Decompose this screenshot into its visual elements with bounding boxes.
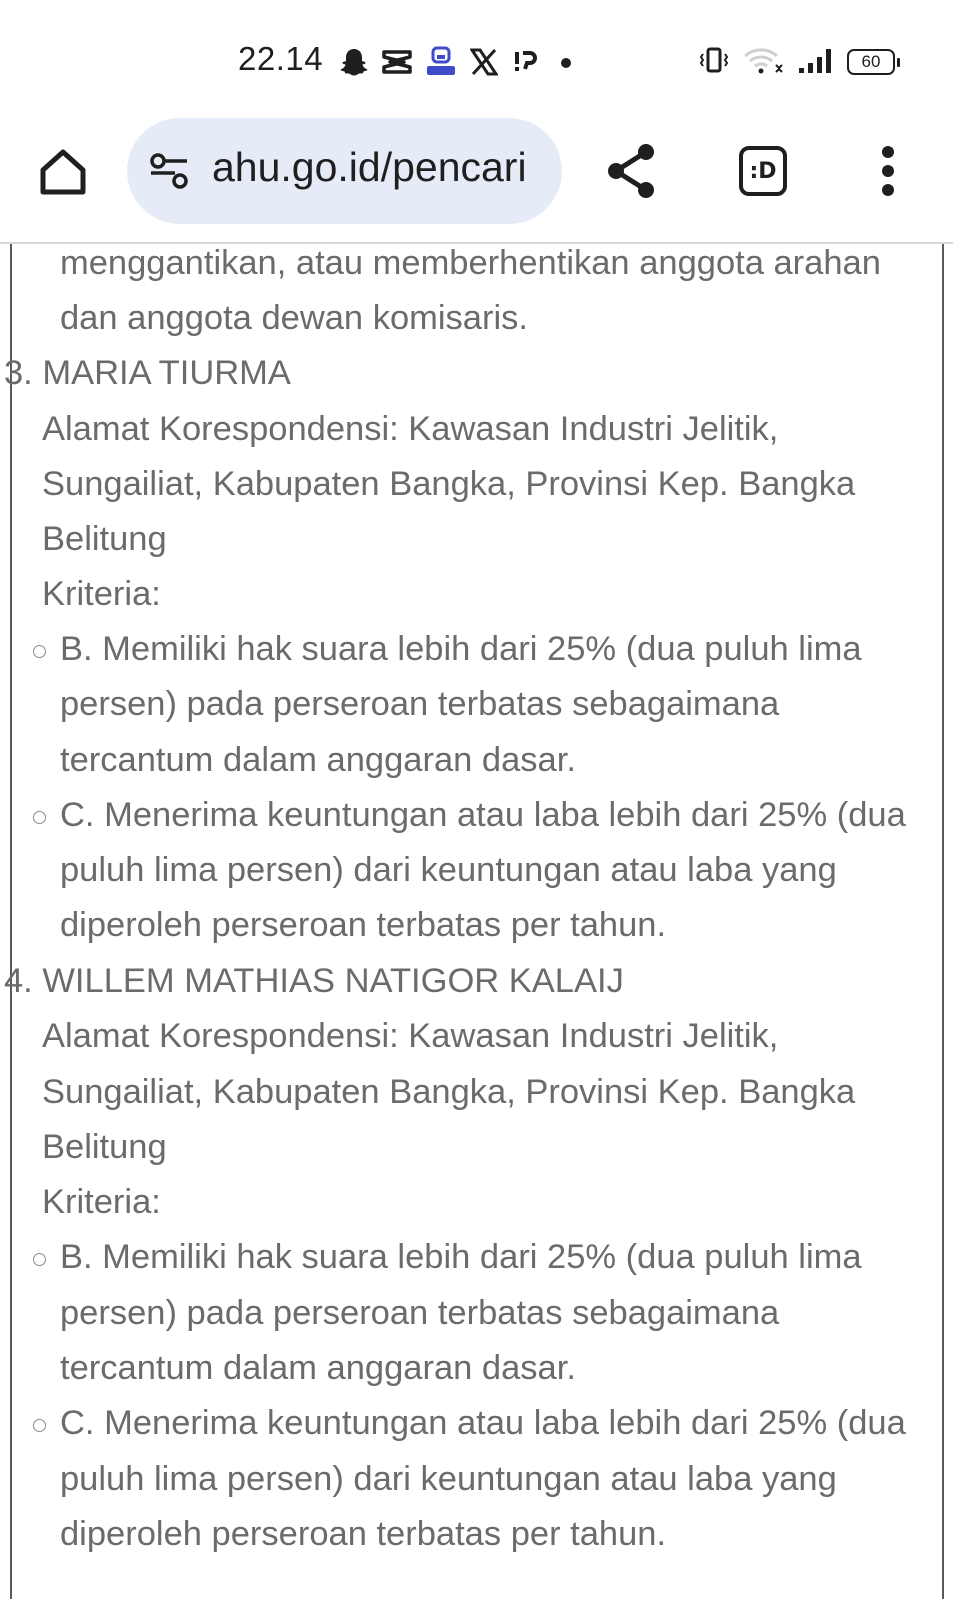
signal-icon — [797, 46, 833, 79]
criteria-item: tercantum dalam anggaran dasar. — [60, 741, 576, 779]
wifi-icon — [743, 45, 783, 80]
home-button[interactable] — [36, 145, 90, 199]
criteria-label: Kriteria: — [42, 575, 161, 613]
criteria-item: C. Menerima keuntungan atau laba lebih dari 25% (dua — [60, 796, 906, 834]
criteria-item: B. Memiliki hak suara lebih dari 25% (dua puluh lima — [60, 1238, 862, 1276]
browser-toolbar — [0, 118, 953, 244]
status-time: 22.14 — [238, 40, 324, 77]
site-settings-icon — [149, 152, 189, 190]
bullet-icon — [33, 1253, 46, 1266]
more-menu-button[interactable] — [872, 142, 904, 200]
x-icon — [470, 48, 498, 76]
bullet-icon — [33, 811, 46, 824]
criteria-item: diperoleh perseroan terbatas per tahun. — [60, 1515, 667, 1553]
intro-text: dan anggota dewan komisaris. — [60, 299, 528, 337]
criteria-item: puluh lima persen) dari keuntungan atau laba yang — [60, 851, 837, 889]
app-icon — [512, 48, 538, 76]
home-icon — [37, 146, 89, 198]
menu-dot-icon — [882, 165, 894, 177]
entry-heading: 3. MARIA TIURMA — [4, 354, 291, 392]
capcut-icon — [382, 49, 412, 75]
address-text: Belitung — [42, 1128, 167, 1166]
criteria-item: tercantum dalam anggaran dasar. — [60, 1349, 576, 1387]
address-bar[interactable] — [127, 118, 562, 224]
criteria-item: B. Memiliki hak suara lebih dari 25% (dua puluh lima — [60, 630, 862, 668]
address-text: Sungailiat, Kabupaten Bangka, Provinsi Kep. Bangka — [42, 1073, 856, 1111]
criteria-item: persen) pada perseroan terbatas sebagaimana — [60, 1294, 780, 1332]
dot-icon — [552, 50, 576, 74]
menu-dot-icon — [882, 146, 894, 158]
criteria-item: diperoleh perseroan terbatas per tahun. — [60, 906, 667, 944]
address-text: Alamat Korespondensi: Kawasan Industri Jelitik, — [42, 1017, 779, 1055]
address-text: Alamat Korespondensi: Kawasan Industri Jelitik, — [42, 410, 779, 448]
intro-text: menggantikan, atau memberhentikan anggota arahan — [60, 244, 881, 282]
criteria-item: C. Menerima keuntungan atau laba lebih dari 25% (dua — [60, 1404, 906, 1442]
page-content — [0, 244, 953, 1599]
site-info-button[interactable] — [149, 152, 189, 190]
share-icon — [604, 142, 660, 200]
notification-icons — [340, 44, 576, 80]
app-badge-icon — [426, 46, 456, 78]
status-bar — [0, 0, 953, 118]
bullet-icon — [33, 1419, 46, 1432]
address-text: Belitung — [42, 520, 167, 558]
vibrate-icon — [699, 46, 729, 79]
snapchat-icon — [340, 47, 368, 77]
address-text: Sungailiat, Kabupaten Bangka, Provinsi Kep. Bangka — [42, 465, 856, 503]
menu-dot-icon — [882, 184, 894, 196]
bullet-icon — [33, 645, 46, 658]
share-button[interactable] — [604, 142, 660, 200]
system-icons — [699, 44, 895, 80]
criteria-item: puluh lima persen) dari keuntungan atau laba yang — [60, 1460, 837, 1498]
criteria-label: Kriteria: — [42, 1183, 161, 1221]
criteria-item: persen) pada perseroan terbatas sebagaimana — [60, 685, 780, 723]
entry-heading: 4. WILLEM MATHIAS NATIGOR KALAIJ — [4, 962, 624, 1000]
battery-icon: 60 — [847, 49, 895, 75]
url-text[interactable]: ahu.go.id/pencari — [212, 144, 527, 190]
tab-switcher-button[interactable]: :D — [739, 146, 787, 196]
